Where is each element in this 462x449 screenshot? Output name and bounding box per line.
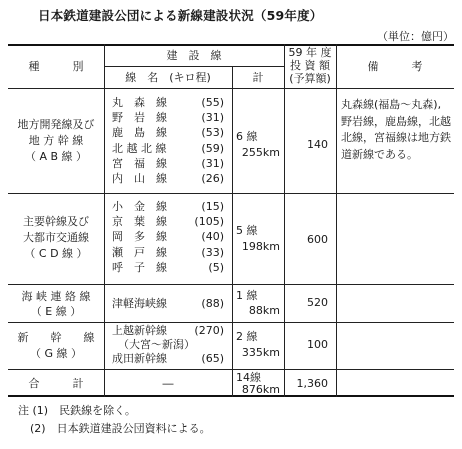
list-item: 瀬 戸 線 (33) (112, 245, 224, 259)
total-km-ab: 255km (241, 146, 280, 159)
category-e: 海 峡 連 絡 線 （ E 線 ） (21, 290, 91, 318)
category-ab: 地方開発線及び 地 方 幹 線 （ A B 線 ） (17, 118, 95, 163)
list-item-sub: （大宮～新潟） (118, 338, 195, 351)
row-divider (8, 193, 454, 194)
total-km-g: 335km (241, 346, 280, 359)
list-item: 宮 福 線 (31) (112, 156, 224, 170)
total-km: 876km (241, 383, 280, 396)
page-title: 日本鉄道建設公団による新線建設状況（59年度） (38, 8, 323, 23)
list-item: 呼 子 線 (5) (112, 260, 224, 274)
unit-label: （単位：億円） (377, 30, 454, 43)
investment-cd: 600 (307, 233, 328, 246)
total-count: 14線 (236, 371, 261, 384)
header-line-name: 線 名 (キロ程) (125, 71, 211, 84)
row-divider (8, 322, 454, 323)
list-item: 京 葉 線 (105) (112, 215, 224, 229)
list-item: 北 越 北 線 (59) (112, 141, 224, 155)
list-item: 小 金 線 (15) (112, 200, 224, 213)
table-top-border (8, 44, 454, 46)
header-construction-lines: 建 設 線 (166, 49, 222, 62)
column-divider (232, 66, 233, 397)
total-investment: 1,360 (296, 377, 328, 390)
list-item: 内 山 線 (26) (112, 171, 224, 185)
line-list-ab (112, 95, 224, 186)
list-item: 岡 多 線 (40) (112, 230, 224, 244)
list-item: 津軽海峡線 (88) (112, 297, 224, 310)
header-bottom-border (8, 88, 454, 89)
total-label: 合 計 (28, 377, 84, 390)
investment-g: 100 (307, 338, 328, 351)
category-g: 新 幹 線 （ G 線 ） (17, 331, 95, 360)
total-lines-dash: ― (162, 377, 174, 390)
row-divider (8, 284, 454, 285)
total-count-ab: 6 線 (236, 130, 258, 143)
column-divider (336, 44, 337, 397)
investment-ab: 140 (307, 138, 328, 151)
table-bottom-border (8, 395, 454, 397)
total-count-g: 2 線 (236, 330, 258, 343)
total-km-e: 88km (248, 304, 280, 317)
header-investment: 59 年 度 投 資 額 (予算額) (288, 46, 332, 85)
line-list-g (112, 324, 224, 366)
header-category: 種 別 (28, 60, 84, 73)
header-remarks: 備 考 (367, 60, 423, 73)
total-km-cd: 198km (241, 240, 280, 253)
category-cd: 主要幹線及び 大都市交通線 （ C D 線 ） (23, 215, 89, 260)
total-count-e: 1 線 (236, 289, 258, 302)
list-item: 野 岩 線 (31) (112, 111, 224, 125)
list-item: 丸 森 線 (55) (112, 96, 224, 109)
header-divider (104, 66, 284, 67)
list-item: 成田新幹線 (65) (112, 352, 224, 365)
footnotes (18, 402, 211, 438)
remarks-ab: 丸森線(福島～丸森), 野岩線，鹿島線，北越 北線，宮福線は地方鉄 道新線である。 (341, 98, 451, 161)
investment-e: 520 (307, 296, 328, 309)
total-count-cd: 5 線 (236, 224, 258, 237)
row-divider (8, 369, 454, 370)
line-list-cd (112, 199, 224, 275)
footnote-2: (2) 日本鉄道建設公団資料による。 (30, 422, 211, 435)
list-item: 鹿 島 線 (53) (112, 126, 224, 140)
line-list-e (112, 296, 224, 311)
footnote-1: 注 (1) 民鉄線を除く。 (18, 404, 136, 417)
construction-table (8, 44, 454, 397)
column-divider (104, 44, 105, 397)
list-item: 上越新幹線 (270) (112, 324, 224, 337)
header-total: 計 (252, 71, 264, 84)
